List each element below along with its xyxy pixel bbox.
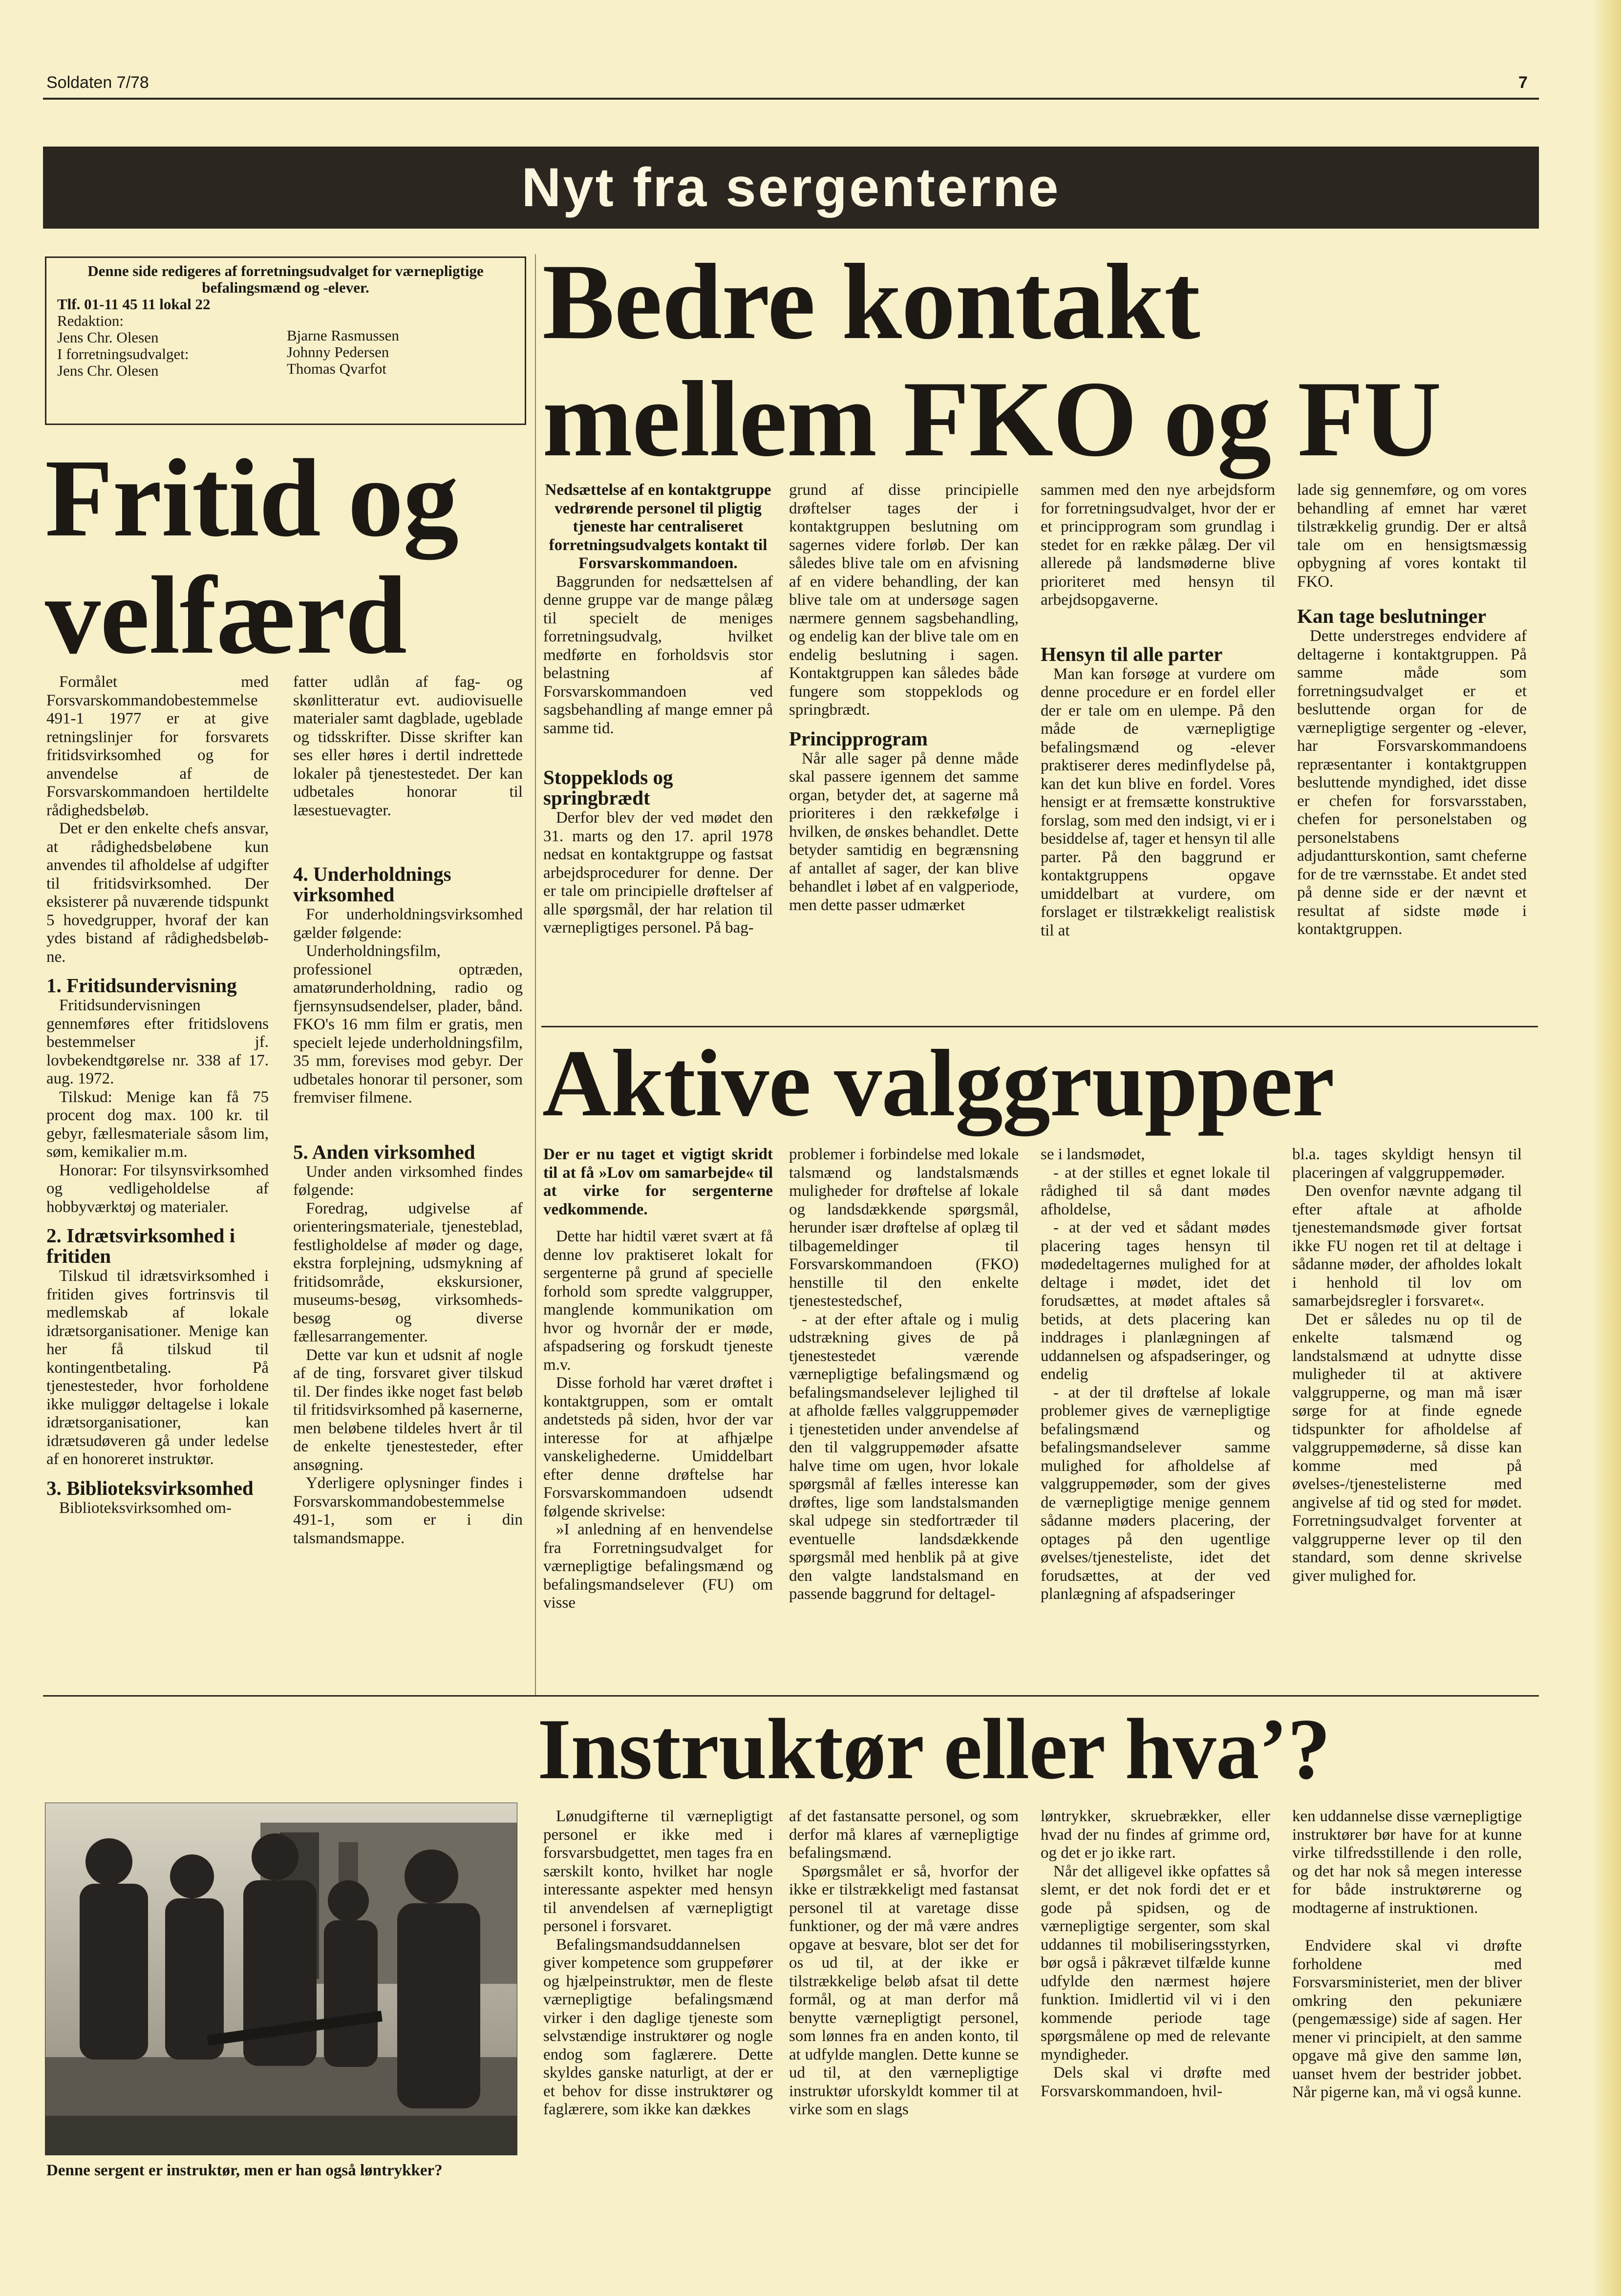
aktive-para: Den ovenfor nævnte adgang til efter aftale at afholde tjenestemandsmøde giver fortsat ikke FU nogen ret til at deltage i sådanne møder, der afholdes lokalt i henhold til lov om samarbejdsregler i forsvaret«. [1292, 1182, 1522, 1310]
bedre-column-4 [1297, 481, 1527, 939]
page-number: 7 [1518, 73, 1528, 92]
bedre-subhead-2: Principprogram [789, 727, 928, 750]
fritid-para: Underholdningsfilm, professionel optræden, amatørunderholdning, radio og fjernsynsudsendelser, plader, bånd. FKO's 16 mm film er gratis, men specielt lejede underholdningsfilm, 35 mm, forevises mod gebyr. Der udbetales honorar til personer, som fremviser filmene. [293, 942, 523, 1106]
instruktor-para: løntrykker, skruebrækker, eller hvad der nu findes af grimme ord, og det er jo ikke rart. [1041, 1807, 1270, 1862]
aktive-column-2 [789, 1146, 1019, 1604]
fritid-headline-2: velfærd [45, 554, 407, 677]
fritid-subhead-4: 4. Underholdnings virksomhed [293, 863, 451, 906]
aktive-para: se i landsmødet, [1041, 1146, 1145, 1163]
bedre-subhead-4: Kan tage beslutninger [1297, 605, 1487, 627]
bedre-subhead-1: Stoppeklods og springbrædt [543, 766, 673, 809]
instruktor-para: Lønudgifterne til værnepligtigt personel er ikke med i forsvarsbudgettet, men tages fra en særskilt konto, hvilket har nogle interessante aspekter med hensyn til anvendelsen af værnepligtigt personel i forsvaret. [543, 1807, 773, 1935]
header-rule [43, 98, 1539, 100]
bedre-headline-2: mellem FKO og FU [542, 359, 1441, 479]
aktive-para: bl.a. tages skyldigt hensyn til placeringen af valggruppemøder. [1292, 1146, 1522, 1182]
redaktion-label: Redaktion: [57, 312, 124, 329]
fritid-para: Foredrag, udgivelse af orienteringsmateriale, tjenesteblad, festligholdelse af møder og dage, ekstra forplejning, udsmykning af fritidsområde, ekskursioner, museums-besøg, virksomheds-besøg og diverse fællesarrangementer. [293, 1199, 523, 1345]
bedre-para: Baggrunden for nedsættelsen af denne gruppe var de mange pålæg til specielt de meniges forretningsudvalg, hvilket medførte en forholdsvis stor belastning af Forsvarskommandoen ved sagsbehandling af mange emner på samme tid. [543, 573, 773, 737]
aktive-headline: Aktive valggrupper [542, 1030, 1334, 1136]
bedre-headline-1: Bedre kontakt [542, 242, 1200, 362]
bedre-column-1 [543, 481, 773, 937]
instruktor-column-3 [1041, 1807, 1270, 2101]
bedre-para: grund af disse principielle drøftelser tages der i kontaktgruppen beslutning om sagernes videre forløb. Der kan således blive tale om en afvisning af en videre behandling, der kan blive tale om at undersøge sagen nærmere gennem sagsbehandling, og endelig kan der blive tale om en endelig beslutning i sagen. Kontaktgruppen kan således både fungere som stoppeklods og springbrædt. [789, 481, 1019, 719]
fritid-para: Fritidsundervisningen gennemføres efter fritidslovens bestemmelser jf. lovbekendtgørelse nr. 338 af 17. aug. 1972. [46, 997, 269, 1087]
aktive-para: Det er således nu op til de enkelte talsmænd og landstalsmænd at udnytte disse muligheder til at aktivere valggrupperne, og man må især sørge for at finde egnede tidspunkter for afholdelse af valggruppemøderne, så disse kan komme med på øvelses-/tjenestelisterne med angivelse af tid og sted for mødet. Forretningsudvalget forventer at valggrupperne lever op til den standard, som denne skrivelse giver mulighed for. [1292, 1310, 1522, 1585]
instruktor-para: Endvidere skal vi drøfte forholdene med Forsvarsministeriet, men der bliver omkring den pekuniære (pengemæssige) side af sagen. Her mener vi principielt, at den samme opgave må give den samme løn, uanset hvem der bestrider jobbet. Når pigerne kan, må vi også kunne. [1292, 1937, 1522, 2101]
aktive-para: Dette har hidtil været svært at få denne lov praktiseret lokalt for sergenterne på grund af specielle forhold som spredte valggrupper, manglende kommunikation om hvor og hvornår der er møde, afspadsering og forskudt tjeneste m.v. [543, 1228, 773, 1374]
photo-caption: Denne sergent er instruktør, men er han også løntrykker? [46, 2162, 443, 2179]
instruktor-para: Dels skal vi drøfte med Forsvarskommandoen, hvil- [1041, 2064, 1270, 2100]
fu-label: I forretningsudvalget: [57, 345, 189, 362]
fritid-headline-1: Fritid og [45, 437, 458, 560]
aktive-lead: Der er nu taget et vigtigt skridt til at få »Lov om samarbejde« til at virke for sergenterne vedkommende. [543, 1146, 773, 1218]
instruktor-para: Spørgsmålet er så, hvorfor der ikke er tilstrækkeligt med fastansat personel til at varetage disse funktioner, og der må være andres opgave at besvare, blot ser det for os ud til, at der ikke er tilstrækkelige beløb afsat til dette formål, og at man derfor må benytte værnepligtigt personel, som lønnes fra en anden konto, til at udfylde manglen. Dette kunne se ud til, at den værnepligtige instruktør uforskyldt kommer til at virke som en slags [789, 1862, 1019, 2118]
fritid-subhead-2: 2. Idrætsvirksomhed i fritiden [46, 1224, 235, 1267]
instruktor-para: Befalingsmandsuddannelsen giver kompetence som gruppefører og hjælpeinstruktør, men de fleste værnepligtige befalingsmænd virker i den daglige tjeneste som selvstændige instruktører og nogle endog som faglærere. Dette skyldes ganske naturligt, at der er et behov for disse instruktører og faglærere, som ikke kan dækkes [543, 1935, 773, 2118]
fritid-column-1 [46, 673, 269, 1517]
fritid-para: Tilskud: Menige kan få 75 procent dog max. 100 kr. til gebyr, fællesmateriale såsom lim, søm, kemikalier m.m. [46, 1088, 269, 1161]
fritid-para: Det er den enkelte chefs ansvar, at rådighedsbeløbene kun anvendes til afholdelse af udgifter til fritidsvirksomhed. Der eksisterer på nuværende tidspunkt 5 hovedgrupper, hvoraf der kan ydes bistand af rådighedsbeløb- ne. [46, 820, 269, 966]
fritid-para: Under anden virksomhed findes følgende: [293, 1163, 523, 1199]
soldiers-photo [45, 1803, 517, 2155]
bedre-para: Når alle sager på denne måde skal passere igennem det samme organ, betyder det, at sagerne må prioriteres i den rækkefølge i hvilken, de ønskes behandlet. Dette betyder samtidig en begrænsning af antallet af sager, der kan blive behandlet i løbet af en valgperiode, men dette passer udmærket [789, 749, 1019, 914]
bedre-para: Man kan forsøge at vurdere om denne procedure er en fordel eller der er tale om en ulempe. På den måde de værnepligtige befalingsmænd og -elever praktiserer deres medinflydelse på, kan det kun blive en fordel. Vores hensigt er at fremsætte konstruktive forslag, som med den indsigt, vi er i besiddelse af, tager et hensyn til alle parter. På den baggrund er kontaktgruppens opgave umiddelbart at vurdere, om forslaget er tilstrækkeligt realistisk til at [1041, 665, 1275, 939]
aktive-column-1 [543, 1146, 773, 1613]
bedre-subhead-3: Hensyn til alle parter [1041, 642, 1223, 665]
bedre-para: lade sig gennemføre, og om vores behandling af emnet har været tilstrækkelig grundig. Der er altså tale om en hensigtsmæssig opbygning af vores kontakt til FKO. [1297, 481, 1527, 591]
redaktion-name-2: Bjarne Rasmussen [287, 327, 399, 344]
aktive-para: problemer i forbindelse med lokale talsmænd og landstalsmænds muligheder for drøftelse af lokale og landsdækkende spørgsmål, herunder især drøftelse af oplæg til tilbagemeldinger til Forsvarskommandoen (FKO) henstille til den enkelte tjenestestedschef, [789, 1146, 1019, 1310]
fritid-para: For underholdningsvirksomhed gælder følgende: [293, 906, 523, 942]
editorial-phone: Tlf. 01-11 45 11 lokal 22 [57, 296, 211, 313]
editorial-intro: Denne side redigeres af forretningsudvalget for værnepligtige befalingsmænd og -elever. [87, 262, 484, 296]
instruktor-para: Når det alligevel ikke opfattes så slemt, er det nok fordi det er et gode på spidsen, og de værnepligtige sergenter, som skal uddannes til mobiliseringsstyrken, bør også i påkrævet tilfælde kunne udfylde den nærmest højere funktion. Imidlertid vil vi i den kommende periode tage spørgsmålene op med de relevante myndigheder. [1041, 1862, 1270, 2063]
fritid-para: Yderligere oplysninger findes i Forsvarskommandobestemmelse 491-1, som er i din talsmandsmappe. [293, 1474, 523, 1547]
issue-label: Soldaten 7/78 [46, 73, 149, 92]
fritid-para: Honorar: For tilsynsvirksomhed og vedligeholdelse af hobbyværktøj og materialer. [46, 1161, 269, 1216]
bedre-para: Derfor blev der ved mødet den 31. marts og den 17. april 1978 nedsat en kontaktgruppe og fastsat arbejdsprocedurer for denne. Der er tale om principielle drøftelser af alle spørgsmål, der har relation til værnepligtiges personel. På bag- [543, 809, 773, 936]
fritid-para: Dette var kun et udsnit af nogle af de ting, forsvaret giver tilskud til. Der findes ikke noget fast beløb til fritidsvirksomhed på kasernerne, men beløbene tildeles hvert år til de enkelte tjenestesteder, efter ansøgning. [293, 1346, 523, 1474]
bedre-column-3 [1041, 481, 1275, 940]
instruktor-para: ken uddannelse disse værnepligtige instruktører bør have for at kunne virke tilfredsstillende i den rolle, og det har nok så megen interesse for både instruktørerne og modtagerne af instruktionen. [1292, 1807, 1522, 1917]
fritid-para: Biblioteksvirksomhed om- [59, 1499, 232, 1517]
paper-edge [1592, 0, 1621, 2296]
column-divider [535, 254, 536, 1695]
fritid-subhead-1: 1. Fritidsundervisning [46, 974, 237, 997]
soldiers-photo-drawing [45, 1803, 517, 2155]
fu-name-2: Thomas Qvarfot [287, 360, 387, 377]
instruktor-column-2 [789, 1807, 1019, 2119]
bedre-para: Dette understreges endvidere af deltagerne i kontaktgruppen. På samme måde som forretningsudvalget er et besluttende organ for de værnepligtige sergenter og -elever, har Forsvarskommandoens repræsentanter i kontaktgruppen besluttende myndighed, idet disse er chefen for forsvarsstaben, chefen for personelstaben og personelstabens adjudantturskontion, samt cheferne for de tre værnsstabe. Et andet sted på denne side er der nævnt et resultat af sidste møde i kontaktgruppen. [1297, 627, 1527, 938]
section-rule [43, 1695, 1539, 1697]
section-banner: Nyt fra sergenterne [43, 147, 1539, 229]
fritid-subhead-5: 5. Anden virksomhed [293, 1140, 475, 1163]
fritid-para: fatter udlån af fag- og skønlitteratur evt. audiovisuelle materialer samt dagblade, ugeblade og tidsskrifter. Disse skrifter kan ses eller høres i dertil indrettede lokaler på tjenestestedet. Der kan udbetales honorar til læsestuevagter. [293, 673, 523, 819]
aktive-column-3 [1041, 1146, 1270, 1604]
aktive-para: »I anledning af en henvendelse fra Forretningsudvalget for værnepligtige befalingsmænd og befalingsmandselever (FU) om visse [543, 1521, 773, 1612]
bedre-para: sammen med den nye arbejdsform for forretningsudvalget, hvor der er et principprogram som grundlag i stedet for en række pålæg. Der vil allerede på landsmøderne blive prioriteret med hensyn til arbejdsopgaverne. [1041, 481, 1275, 609]
aktive-para: - at der efter aftale og i mulig udstrækning gives de på tjenestestedet værende værnepligtige befalingsmænd og befalingsmandselever lejlighed til at afholde fælles valggruppemøder i tjenestetiden under anvendelse af den til valggruppemøder afsatte halve time om ugen, hvor lokale spørgsmål af fælles interesse kan drøftes, lige som landstalsmanden skal udpege sin stedfortræder til eventuelle landsdækkende spørgsmål med henblik på at give den valgte landstalsmand en passende baggrund for deltagel- [789, 1310, 1019, 1603]
editorial-box [45, 256, 526, 425]
bedre-column-2 [789, 481, 1019, 914]
fritid-subhead-3: 3. Biblioteksvirksomhed [46, 1476, 254, 1499]
instruktor-column-4 [1292, 1807, 1522, 2102]
aktive-para: - at der til drøftelse af lokale problemer gives de værnepligtige befalingsmænd og befalingsmandselever samme mulighed for afholdelse af valggruppemøder, som der gives de værnepligtige menige gennem sådanne møders placering, der optages på den ugentlige øvelses/tjenesteliste, idet det forudsættes, at der ved planlægning af afspadseringer [1041, 1383, 1270, 1603]
aktive-para: - at der stilles et egnet lokale til rådighed til så dant mødes afholdelse, [1041, 1164, 1270, 1218]
redaktion-name-3: Johnny Pedersen [287, 343, 389, 361]
instruktor-column-1 [543, 1807, 773, 2119]
fritid-para: Tilskud til idrætsvirksomhed i fritiden gives fortrinsvis til medlemskab af lokale idrætsorganisationer. Menige kan her få tilskud til kontingentbetaling. På tjenestesteder, hvor forholdene ikke muliggør deltagelse i lokale idrætsorganisationer, kan idrætsudøveren gå under ledelse af en honoreret instruktør. [46, 1267, 269, 1468]
section-rule [541, 1026, 1538, 1027]
redaktion-name-1: Jens Chr. Olesen [57, 329, 159, 346]
aktive-column-4 [1292, 1146, 1522, 1585]
fritid-column-2 [293, 673, 523, 1548]
aktive-para: - at der ved et sådant mødes placering tages hensyn til mødedeltagernes mulighed for at deltage i mødet, idet det forudsættes, at mødet aftales så betids, at dets placering kan inddrages i planlægningen af uddannelsen og afspadseringer, og endelig [1041, 1219, 1270, 1383]
aktive-para: Disse forhold har været drøftet i kontaktgruppen, som er omtalt andetsteds på siden, hvor der var interesse for at afhjælpe vanskelighederne. Umiddelbart efter denne drøftelse har Forsvarskommandoen udsendt følgende skrivelse: [543, 1374, 773, 1520]
instruktor-headline: Instruktør eller hva’? [537, 1701, 1330, 1797]
fu-name-1: Jens Chr. Olesen [57, 362, 159, 379]
fritid-para: Formålet med Forsvarskommandobestemmelse 491-1 1977 er at give retningslinjer for forsvarets fritidsvirksomhed og for anvendelse af de Forsvarskommandoen hertildelte rådighedsbeløb. [46, 673, 269, 819]
bedre-lead: Nedsættelse af en kontaktgruppe vedrørende personel til pligtig tjeneste har centraliseret forretningsudvalgets kontakt til Forsvarskommandoen. [545, 481, 771, 572]
instruktor-para: af det fastansatte personel, og som derfor må klares af værnepligtige befalingsmænd. [789, 1807, 1019, 1862]
